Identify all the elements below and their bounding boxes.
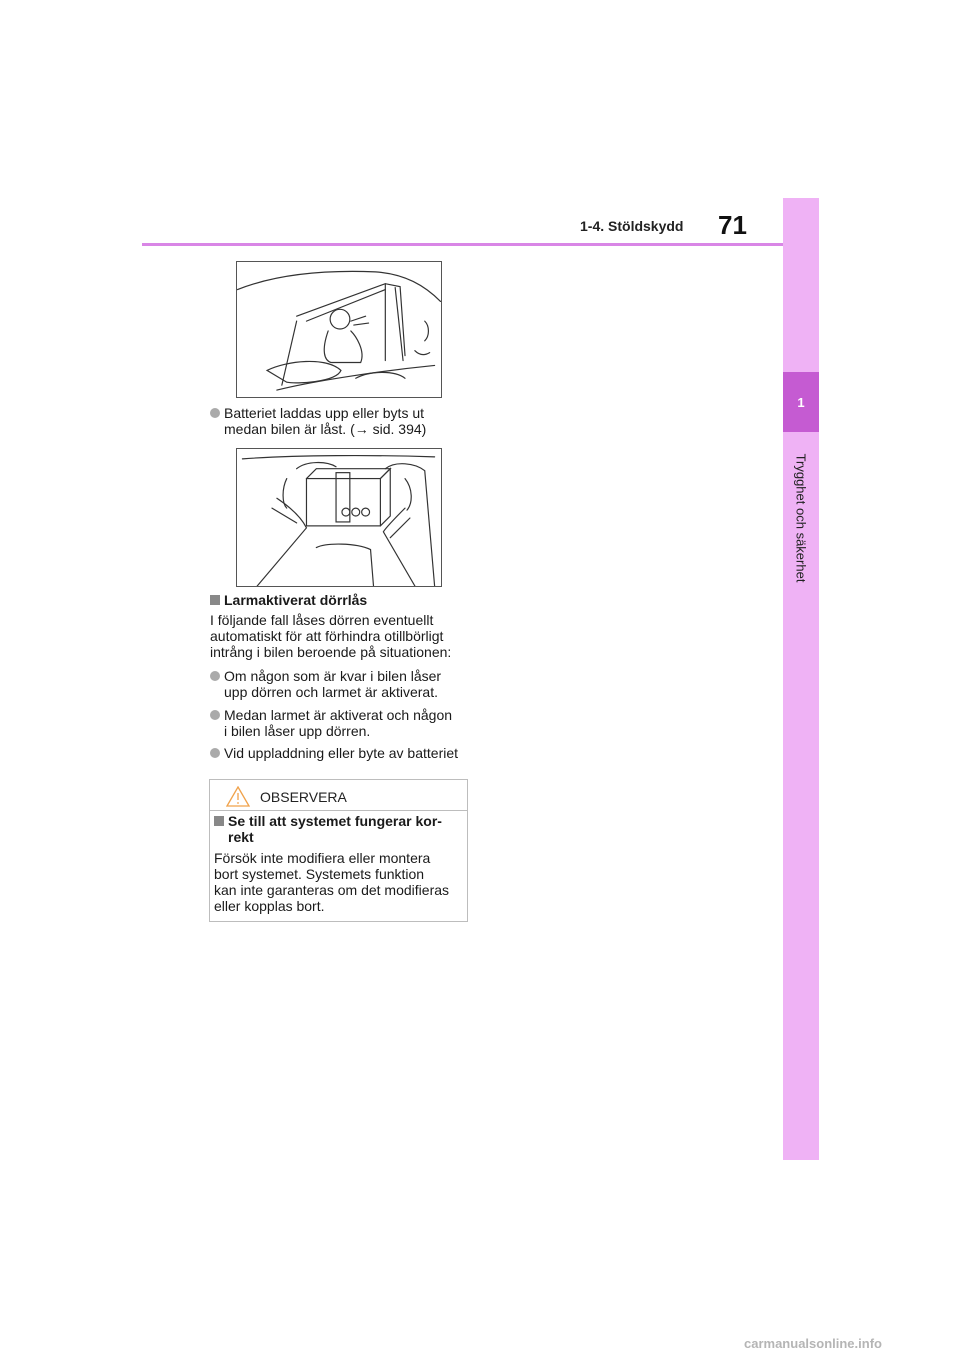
warning-body-line: Försök inte modifiera eller montera xyxy=(214,850,431,866)
subheading-text: Se till att systemet fungerar kor- xyxy=(228,813,442,829)
heading-text: Larmaktiverat dörrlås xyxy=(224,592,368,608)
section-title: 1-4. Stöldskydd xyxy=(580,218,684,234)
intro-paragraph xyxy=(210,612,480,660)
chapter-title: Trygghet och säkerhet xyxy=(793,453,809,583)
bullet-text: i bilen låser upp dörren. xyxy=(224,723,371,739)
warning-box xyxy=(209,779,468,922)
warning-body xyxy=(214,850,466,914)
chapter-side-tab xyxy=(783,198,819,1160)
bullet-icon xyxy=(210,748,220,758)
bullet-text: Vid uppladdning eller byte av batteriet xyxy=(224,745,459,761)
battery-drawing xyxy=(237,449,441,586)
bullet-text: Om någon som är kvar i bilen låser xyxy=(224,668,442,684)
warning-header xyxy=(210,780,467,811)
car-window-drawing xyxy=(237,262,441,397)
subheading-text: rekt xyxy=(228,829,254,845)
page-number: 71 xyxy=(718,210,747,240)
illustration-person-in-car xyxy=(236,261,442,398)
bullet-icon xyxy=(210,671,220,681)
square-bullet-icon xyxy=(214,816,224,826)
watermark: carmanualsonline.info xyxy=(744,1336,882,1351)
bullet-text: Batteriet laddas upp eller byts ut xyxy=(224,405,425,421)
header-divider xyxy=(142,243,783,246)
section-heading xyxy=(210,592,367,608)
bullet-text: Medan larmet är aktiverat och någon xyxy=(224,707,453,723)
square-bullet-icon xyxy=(210,595,220,605)
paragraph-line: intrång i bilen beroende på situationen: xyxy=(210,644,452,660)
paragraph-line: automatiskt för att förhindra otillbörligt xyxy=(210,628,444,644)
warning-body-line: bort systemet. Systemets funktion xyxy=(214,866,425,882)
bullet-text: medan bilen är låst. (→ sid. 394) xyxy=(224,421,427,437)
warning-body-line: kan inte garanteras om det modifieras xyxy=(214,882,450,898)
paragraph-line: I följande fall låses dörren eventuellt xyxy=(210,612,434,628)
chapter-number-tab: 1 xyxy=(783,372,819,432)
warning-subheading xyxy=(214,813,464,845)
warning-triangle-icon xyxy=(226,786,250,807)
warning-body-line: eller kopplas bort. xyxy=(214,898,325,914)
bullet-icon xyxy=(210,408,220,418)
illustration-battery-replacement xyxy=(236,448,442,587)
warning-label: OBSERVERA xyxy=(260,789,347,805)
bullet-text: upp dörren och larmet är aktiverat. xyxy=(224,684,438,700)
bullet-icon xyxy=(210,710,220,720)
